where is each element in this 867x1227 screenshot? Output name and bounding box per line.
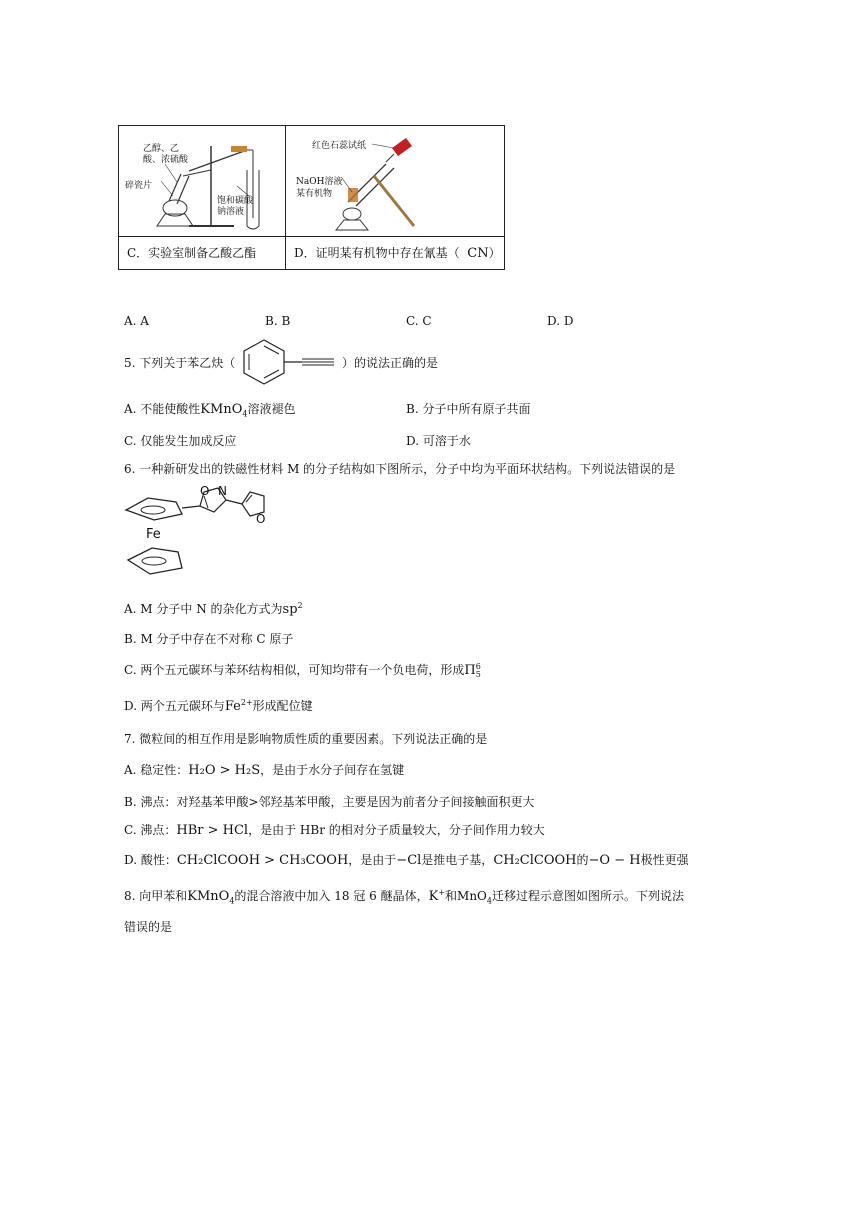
receiver-label: 饱和碳酸钠溶液 — [217, 196, 254, 217]
caption-d-text: D．证明某有机物中存在氰基（ — [294, 246, 460, 260]
naoh-label: NaOH溶液 — [296, 177, 343, 187]
q7-d-mid3: 的 — [576, 853, 589, 867]
q6-c-text: C. 两个五元碳环与苯环结构相似，可知均带有一个负电荷，形成 — [124, 663, 465, 677]
q6-option-b: B. M 分子中存在不对称 C 原子 — [124, 632, 294, 646]
q8-f3-sub: 4 — [486, 896, 492, 906]
caption-d-close: ） — [488, 246, 501, 260]
q7-a-math: H₂O > H₂S — [188, 763, 261, 778]
q6-option-c — [124, 661, 481, 679]
q6-d-math: Fe — [224, 699, 241, 714]
q6-stem: 6. 一种新研发出的铁磁性材料 M 的分子结构如下图所示，分子中均为平面环状结构。下列说法错误的是 — [124, 462, 676, 476]
q7-d-post: 极性更强 — [640, 853, 689, 867]
q4-option-a: A. A — [124, 314, 149, 328]
q5-option-d: D. 可溶于水 — [406, 434, 471, 448]
furan-o-label: O — [256, 512, 266, 526]
q7-d-math4: −O − H — [588, 853, 641, 868]
caption-d-formula: CN — [467, 246, 489, 261]
cell-d-image — [286, 126, 505, 237]
chips-label: 碎瓷片 — [125, 181, 153, 191]
q7-d-pre: D. 酸性： — [124, 853, 177, 867]
caption-c: C．实验室制备乙酸乙酯 — [127, 246, 257, 260]
fe-label: Fe — [146, 527, 161, 542]
q4-option-d: D. D — [547, 314, 574, 328]
q6-a-sup: 2 — [297, 601, 303, 610]
phenylacetylene-structure — [236, 336, 342, 386]
q8-f2-sup: + — [438, 888, 446, 897]
q8-f3: MnO — [457, 889, 487, 903]
q7-d-mid2: 是推电子基， — [421, 853, 494, 867]
q5-a-formula: KMnO — [200, 402, 243, 417]
q7-c-pre: C. 沸点： — [124, 823, 177, 837]
q8-f2: K — [428, 889, 439, 904]
q6-c-math: Π — [464, 663, 476, 678]
q8-mid: 的混合溶液中加入 18 冠 6 醚晶体， — [234, 889, 429, 903]
q5-stem-post: ）的说法正确的是 — [342, 356, 439, 370]
cell-c-caption — [119, 237, 286, 270]
q8-post: 迁移过程示意图如图所示。下列说法 — [491, 889, 684, 903]
q7-option-b: B. 沸点：对羟基苯甲酸>邻羟基苯甲酸，主要是因为前者分子间接触面积更大 — [124, 795, 535, 809]
isoxazole-n-label: N — [218, 484, 227, 498]
q5-option-c: C. 仅能发生加成反应 — [124, 434, 237, 448]
q7-c-math: HBr > HCl — [176, 823, 249, 838]
q6-option-d — [124, 697, 313, 714]
organic-label: 某有机物 — [296, 189, 333, 199]
q8-pre: 8. 向甲苯和 — [124, 889, 188, 903]
q6-c-sub: 5 — [475, 669, 481, 679]
q6-a-math: sp — [282, 602, 298, 617]
q6-d-sup: 2+ — [240, 698, 253, 707]
reagents-label: 乙醇、乙酸、浓硫酸 — [143, 144, 189, 165]
q6-d-pre: D. 两个五元碳环与 — [124, 699, 225, 713]
q7-option-d — [124, 851, 689, 868]
q7-d-math: CH₂ClCOOH > CH₃COOH — [176, 853, 349, 868]
q8-and: 和 — [445, 889, 458, 903]
q5-a-pre: A. 不能使酸性 — [124, 402, 201, 416]
cell-c-image — [119, 126, 286, 237]
q4-option-c: C. C — [406, 314, 432, 328]
q6-d-post: 形成配位键 — [252, 699, 313, 713]
q5-stem-pre: 5. 下列关于苯乙炔（ — [124, 356, 236, 370]
q8-f1: KMnO — [187, 889, 230, 904]
q5-option-b: B. 分子中所有原子共面 — [406, 402, 531, 416]
q4-option-b: B. B — [265, 314, 291, 328]
q7-d-math3: CH₂ClCOOH — [493, 853, 577, 868]
q7-d-math2: −Cl — [396, 853, 422, 868]
q6-option-a — [124, 600, 303, 617]
q6-a-text: A. M 分子中 N 的杂化方式为 — [124, 602, 283, 616]
q7-option-c — [124, 821, 545, 838]
q5-a-sub: 4 — [242, 409, 248, 419]
q7-stem: 7. 微粒间的相互作用是影响物质性质的重要因素。下列说法正确的是 — [124, 732, 488, 746]
q7-c-post: ，是由于 HBr 的相对分子质量较大，分子间作用力较大 — [248, 823, 545, 837]
q7-option-a — [124, 761, 404, 778]
q7-d-mid: ，是由于 — [348, 853, 397, 867]
cell-d-caption — [286, 237, 505, 270]
q7-a-pre: A. 稳定性： — [124, 763, 189, 777]
q5-option-a — [124, 400, 295, 418]
q7-a-post: ，是由于水分子间存在氢键 — [260, 763, 405, 777]
q8-f1-sub: 4 — [229, 896, 235, 906]
q6-c-sup: 6 — [475, 661, 481, 671]
q8-stem — [124, 887, 684, 905]
experiment-table — [118, 125, 505, 270]
q5-a-post: 溶液褪色 — [247, 402, 296, 416]
q8-stem-line2: 错误的是 — [124, 920, 173, 934]
litmus-label: 红色石蕊试纸 — [312, 141, 367, 151]
caption-d — [286, 237, 504, 269]
isoxazole-o-label: O — [200, 484, 210, 498]
